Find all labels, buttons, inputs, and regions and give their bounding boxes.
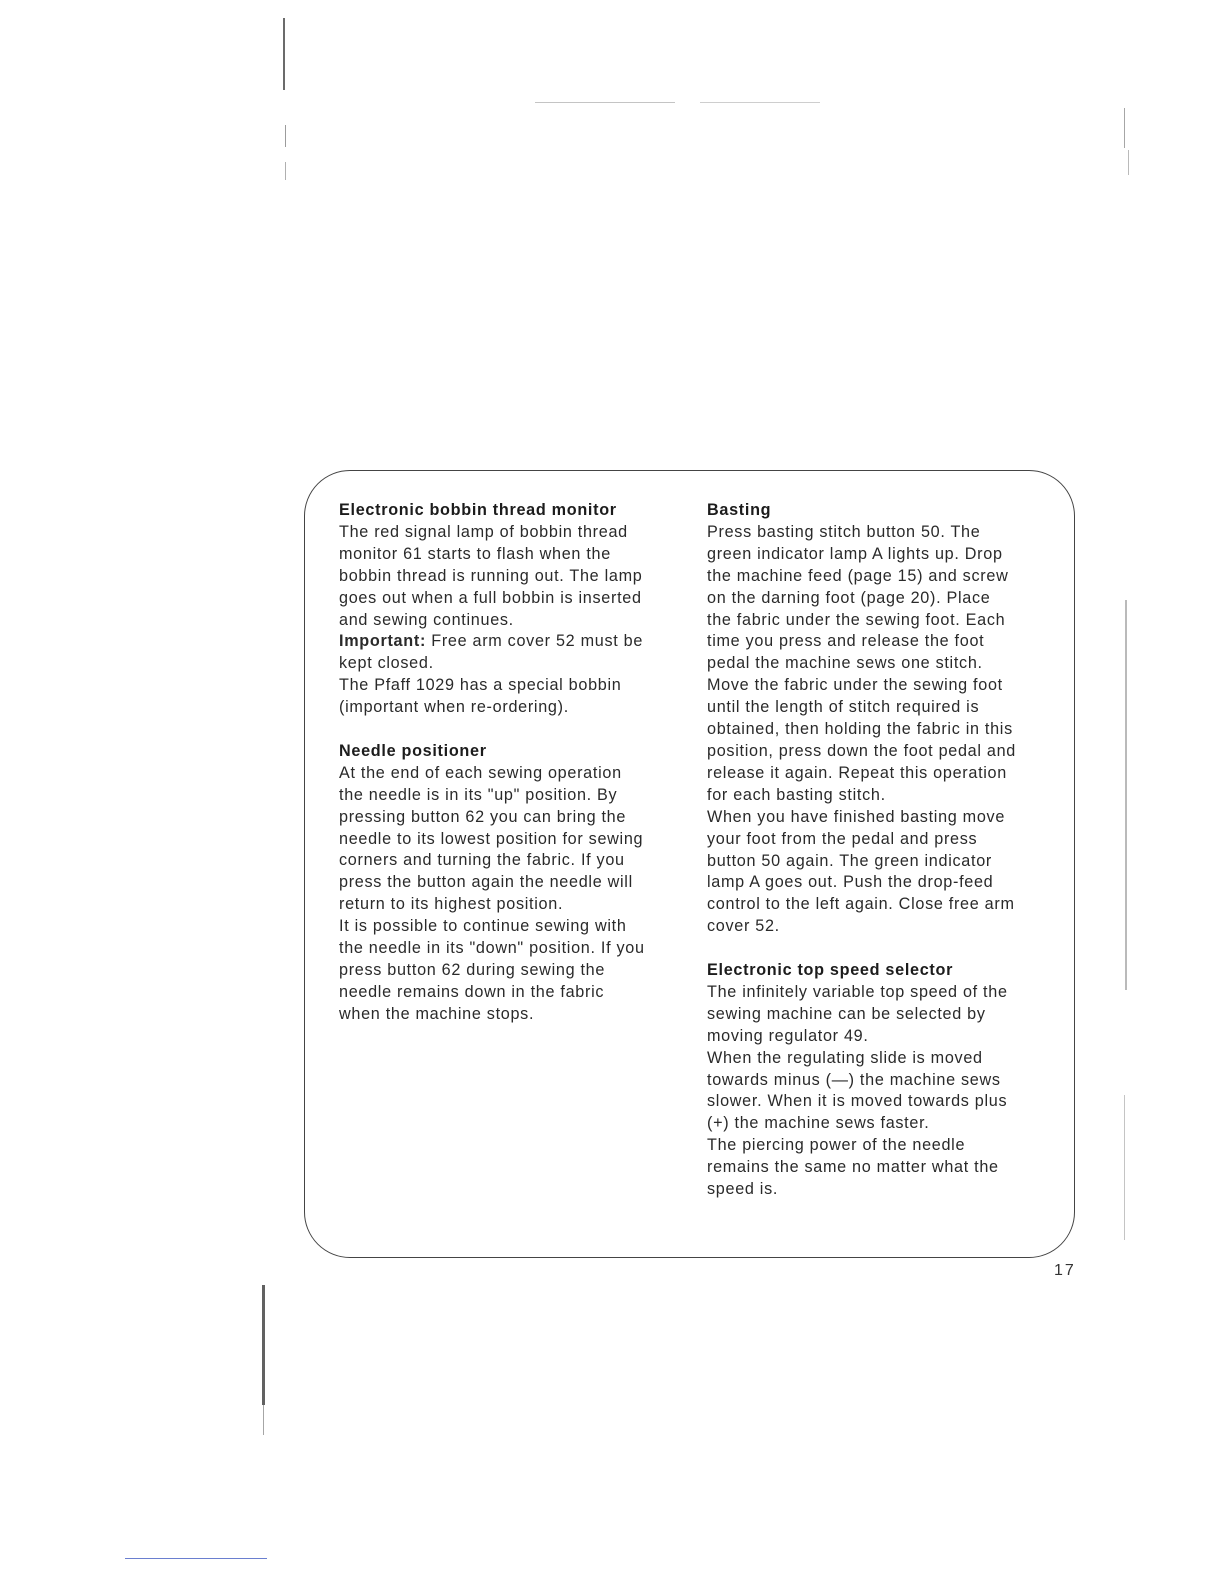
- paragraph-line: bobbin thread is running out. The lamp: [339, 566, 643, 585]
- section-heading-bobbin-monitor: Electronic bobbin thread monitor: [339, 501, 617, 519]
- paragraph-line: When you have finished basting move: [707, 807, 1006, 826]
- paragraph-line: for each basting stitch.: [707, 785, 886, 804]
- paragraph-line: moving regulator 49.: [707, 1026, 869, 1045]
- paragraph-line: on the darning foot (page 20). Place: [707, 588, 991, 607]
- footer-rule: [125, 1558, 267, 1559]
- left-column: [339, 500, 684, 1026]
- page-number: 17: [1054, 1262, 1076, 1279]
- paragraph-line: and sewing continues.: [339, 610, 514, 629]
- section-spacer: [707, 938, 1052, 960]
- paragraph-line: It is possible to continue sewing with: [339, 917, 627, 936]
- paragraph-line: until the length of stitch required is: [707, 698, 980, 717]
- paragraph-line: Move the fabric under the sewing foot: [707, 676, 1003, 695]
- paragraph-line: remains the same no matter what the: [707, 1158, 999, 1177]
- paragraph-line: obtained, then holding the fabric in this: [707, 720, 1013, 739]
- paragraph-line: The red signal lamp of bobbin thread: [339, 522, 628, 541]
- important-text: Free arm cover 52 must be: [426, 632, 644, 651]
- paragraph-line: return to its highest position.: [339, 895, 564, 914]
- scan-artifact: [285, 162, 286, 180]
- section-heading-basting: Basting: [707, 501, 772, 519]
- right-column: [707, 500, 1052, 1201]
- scan-artifact: [1124, 108, 1125, 148]
- section-heading-speed-selector: Electronic top speed selector: [707, 961, 954, 980]
- paragraph-line: corners and turning the fabric. If you: [339, 851, 625, 870]
- section-spacer: [339, 719, 684, 741]
- paragraph-line: control to the left again. Close free arm: [707, 895, 1015, 914]
- scan-artifact: [1128, 150, 1129, 175]
- paragraph-line: lamp A goes out. Push the drop-feed: [707, 873, 994, 892]
- scan-artifact: [285, 125, 286, 147]
- paragraph-line: monitor 61 starts to flash when the: [339, 544, 611, 563]
- important-label: Important:: [339, 632, 427, 651]
- section-heading-needle-positioner: Needle positioner: [339, 741, 487, 760]
- paragraph-line: towards minus (—) the machine sews: [707, 1070, 1001, 1089]
- paragraph-line: (important when re-ordering).: [339, 698, 569, 717]
- paragraph-line: time you press and release the foot: [707, 632, 985, 651]
- paragraph-line: Press basting stitch button 50. The: [707, 522, 981, 541]
- important-note: [339, 631, 684, 653]
- paragraph-line: needle remains down in the fabric: [339, 982, 605, 1001]
- paragraph-line: goes out when a full bobbin is inserted: [339, 588, 642, 607]
- paragraph-line: pedal the machine sews one stitch.: [707, 654, 983, 673]
- scan-artifact: [283, 18, 285, 90]
- scan-artifact: [535, 102, 675, 103]
- paragraph-line: release it again. Repeat this operation: [707, 763, 1007, 782]
- paragraph-line: the needle is in its "up" position. By: [339, 785, 618, 804]
- paragraph-line: button 50 again. The green indicator: [707, 851, 992, 870]
- paragraph-line: the needle in its "down" position. If you: [339, 939, 645, 958]
- paragraph-line: pressing button 62 you can bring the: [339, 807, 627, 826]
- paragraph-line: The piercing power of the needle: [707, 1136, 966, 1155]
- scan-artifact: [262, 1285, 265, 1405]
- paragraph-line: press the button again the needle will: [339, 873, 633, 892]
- paragraph-line: your foot from the pedal and press: [707, 829, 978, 848]
- paragraph-line: green indicator lamp A lights up. Drop: [707, 544, 1003, 563]
- paragraph-line: The infinitely variable top speed of the: [707, 982, 1008, 1001]
- scan-artifact: [700, 102, 820, 103]
- paragraph-line: when the machine stops.: [339, 1004, 535, 1023]
- paragraph-line: slower. When it is moved towards plus: [707, 1092, 1008, 1111]
- paragraph-line: When the regulating slide is moved: [707, 1048, 983, 1067]
- paragraph-line: position, press down the foot pedal and: [707, 741, 1016, 760]
- paragraph-line: cover 52.: [707, 917, 780, 936]
- paragraph-line: press button 62 during sewing the: [339, 961, 606, 980]
- scan-artifact: [1124, 1095, 1125, 1240]
- paragraph-line: At the end of each sewing operation: [339, 763, 622, 782]
- paragraph-line: speed is.: [707, 1180, 779, 1199]
- paragraph-line: kept closed.: [339, 654, 434, 673]
- scan-artifact: [1125, 600, 1127, 990]
- paragraph-line: the machine feed (page 15) and screw: [707, 566, 1009, 585]
- paragraph-line: needle to its lowest position for sewing: [339, 829, 644, 848]
- paragraph-line: the fabric under the sewing foot. Each: [707, 610, 1006, 629]
- paragraph-line: (+) the machine sews faster.: [707, 1114, 930, 1133]
- paragraph-line: The Pfaff 1029 has a special bobbin: [339, 676, 622, 695]
- paragraph-line: sewing machine can be selected by: [707, 1004, 986, 1023]
- scan-artifact: [263, 1405, 264, 1435]
